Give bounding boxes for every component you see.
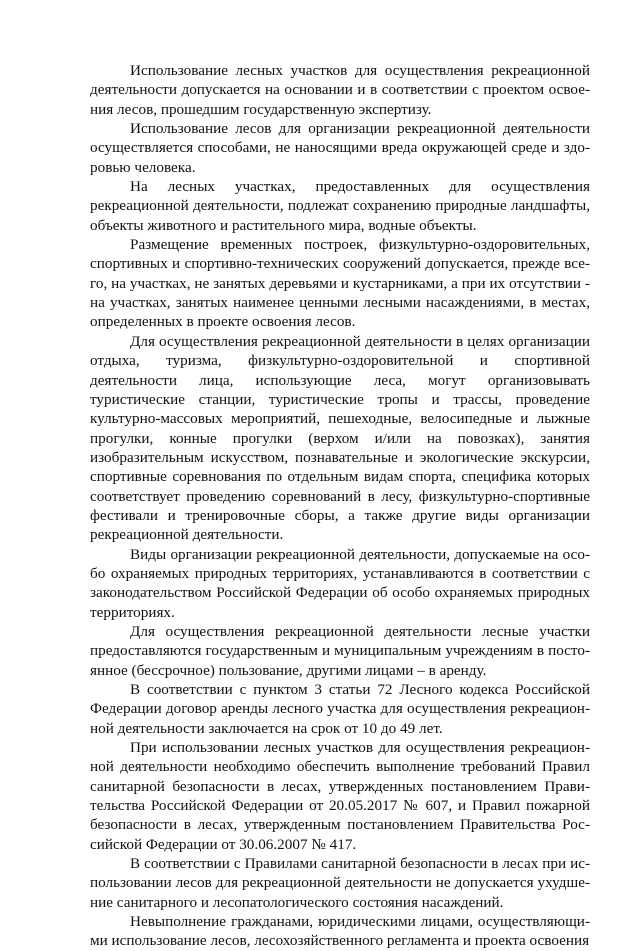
paragraph: В соответствии с пунктом 3 статьи 72 Лесного кодекса Российской Федерации договор аренды лесного участка для осуществления рекреационной деятельности заключается на срок от 10 до 49 лет. (90, 681, 590, 737)
paragraph: Невыполнение гражданами, юридическими лицами, осуществляющими использование лесов, лесохозяйственного регламента и проекта освоения (90, 913, 590, 950)
paragraph: Использование лесов для организации рекреационной деятельности осуществляется способами, не наносящими вреда окружающей среде и здоровью человека. (90, 120, 590, 176)
document-body (90, 61, 590, 951)
paragraph: Виды организации рекреационной деятельности, допускаемые на особо охраняемых природных территориях, устанавливаются в соответствии с законодательством Российской Федерации об особо охраняемых природных территориях. (90, 545, 590, 621)
paragraph: На лесных участках, предоставленных для осуществления рекреационной деятельности, подлежат сохранению природные ландшафты, объекты животного и растительного мира, водные объекты. (90, 178, 590, 234)
paragraph: В соответствии с Правилами санитарной безопасности в лесах при использовании лесов для рекреационной деятельности не допускается ухудшение санитарного и лесопатологического состояния насаждений. (90, 855, 590, 911)
paragraph: Для осуществления рекреационной деятельности в целях организации отдыха, туризма, физкультурно-оздоровительной и спортивной деятельности лица, использующие леса, могут организовывать туристические станции, туристические тропы и трассы, проведение культурно-массовых мероприятий, пешеходные, велосипедные и лыжные прогулки, конные прогулки (верхом и/или на повозках), занятия изобразительным искусством, познавательные и экологические экскурсии, спортивные соревнования по отдельным видам спорта, специфика которых соответствует проведению соревнований в лесу, физкультурно-спортивные фестивали и тренировочные сборы, а также другие виды организации рекреационной деятельности. (90, 332, 590, 544)
paragraph: Размещение временных построек, физкультурно-оздоровительных, спортивных и спортивно-технических сооружений допускается, прежде всего, на участках, не занятых деревьями и кустарниками, а при их отсутствии - на участках, занятых наименее ценными лесными насаждениями, в местах, определенных в проекте освоения лесов. (90, 236, 590, 331)
paragraph: При использовании лесных участков для осуществления рекреационной деятельности необходимо обеспечить выполнение требований Правил санитарной безопасности в лесах, утвержденных постановлением Правительства Российской Федерации от 20.05.2017 № 607, и Правил пожарной безопасности в лесах, утвержденным постановлением Правительства Российской Федерации от 30.06.2007 № 417. (90, 739, 590, 853)
paragraph: Использование лесных участков для осуществления рекреационной деятельности допускается на основании и в соответствии с проектом освоения лесов, прошедшим государственную экспертизу. (90, 62, 590, 118)
paragraph: Для осуществления рекреационной деятельности лесные участки предоставляются государственным и муниципальным учреждениям в постоянное (бессрочное) пользование, другими лицами – в аренду. (90, 622, 590, 679)
